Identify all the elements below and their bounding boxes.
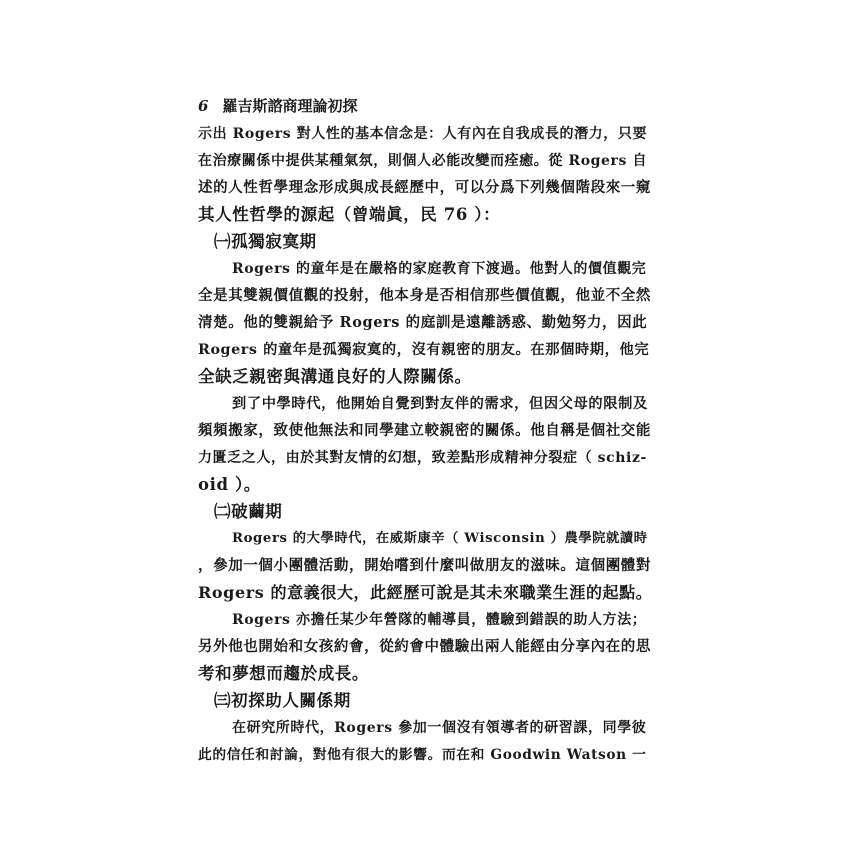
text-line: 全缺乏親密與溝通良好的人際關係。 <box>198 367 472 386</box>
text-line: Rogers 的大學時代，在威斯康辛（ Wisconsin ）農學院就讀時 <box>232 531 648 546</box>
section-heading: ㈠孤獨寂寞期 <box>214 232 317 251</box>
text-line: 示出 Rogers 對人性的基本信念是：人有內在自我成長的潛力，只要 <box>198 126 648 142</box>
text-line: 考和夢想而趨於成長。 <box>198 664 369 683</box>
text-line: oid ）。 <box>198 475 261 494</box>
text-line: 此的信任和討論，對他有很大的影響。而在和 Goodwin Watson 一 <box>198 747 647 763</box>
section-heading: ㈡破繭期 <box>214 502 283 521</box>
text-line: Rogers 的童年是孤獨寂寞的，沒有親密的朋友。在那個時期，他完 <box>198 342 650 358</box>
text-line: 到了中學時代，他開始自覺到對友伴的需求，但因父母的限制及 <box>232 396 648 412</box>
page-number: 6 <box>198 97 209 115</box>
text-line: Rogers 亦擔任某少年營隊的輔導員，體驗到錯誤的助人方法； <box>232 612 647 628</box>
text-line: 力匱乏之人，由於其對友情的幻想，致差點形成精神分裂症（ schiz- <box>198 450 647 466</box>
text-line: Rogers 的童年是在嚴格的家庭教育下渡過。他對人的價值觀完 <box>232 261 647 277</box>
text-line: Rogers 的意義很大，此經歷可說是其未來職業生涯的起點。 <box>198 583 653 602</box>
text-line: 頻頻搬家，致使他無法和同學建立較親密的關係。他自稱是個社交能 <box>198 422 651 439</box>
section-heading: ㈢初探助人關係期 <box>214 691 351 710</box>
text-line: 在治療關係中提供某種氣氛，則個人必能改變而痊癒。從 Rogers 自 <box>198 153 648 169</box>
text-line: ，參加一個小團體活動，開始嚐到什麼叫做朋友的滋味。這個團體對 <box>198 557 651 574</box>
text-line: 全是其雙親價值觀的投射，他本身是否相信那些價值觀，他並不全然 <box>198 287 651 304</box>
running-head <box>198 96 357 116</box>
text-line: 清楚。他的雙親給予 Rogers 的庭訓是遠離誘惑、勤勉努力，因此 <box>198 314 648 331</box>
text-line: 述的人性哲學理念形成與成長經歷中，可以分爲下列幾個階段來一窺 <box>198 179 651 196</box>
text-line: 另外他也開始和女孩約會，從約會中體驗出兩人能經由分享內在的思 <box>198 638 651 655</box>
text-line: 其人性哲學的源起（曾端眞，民 76 ）： <box>198 205 501 224</box>
text-line: 在研究所時代，Rogers 參加一個沒有領導者的研習課，同學彼 <box>232 720 647 736</box>
running-head-title: 羅吉斯諮商理論初探 <box>222 97 358 115</box>
